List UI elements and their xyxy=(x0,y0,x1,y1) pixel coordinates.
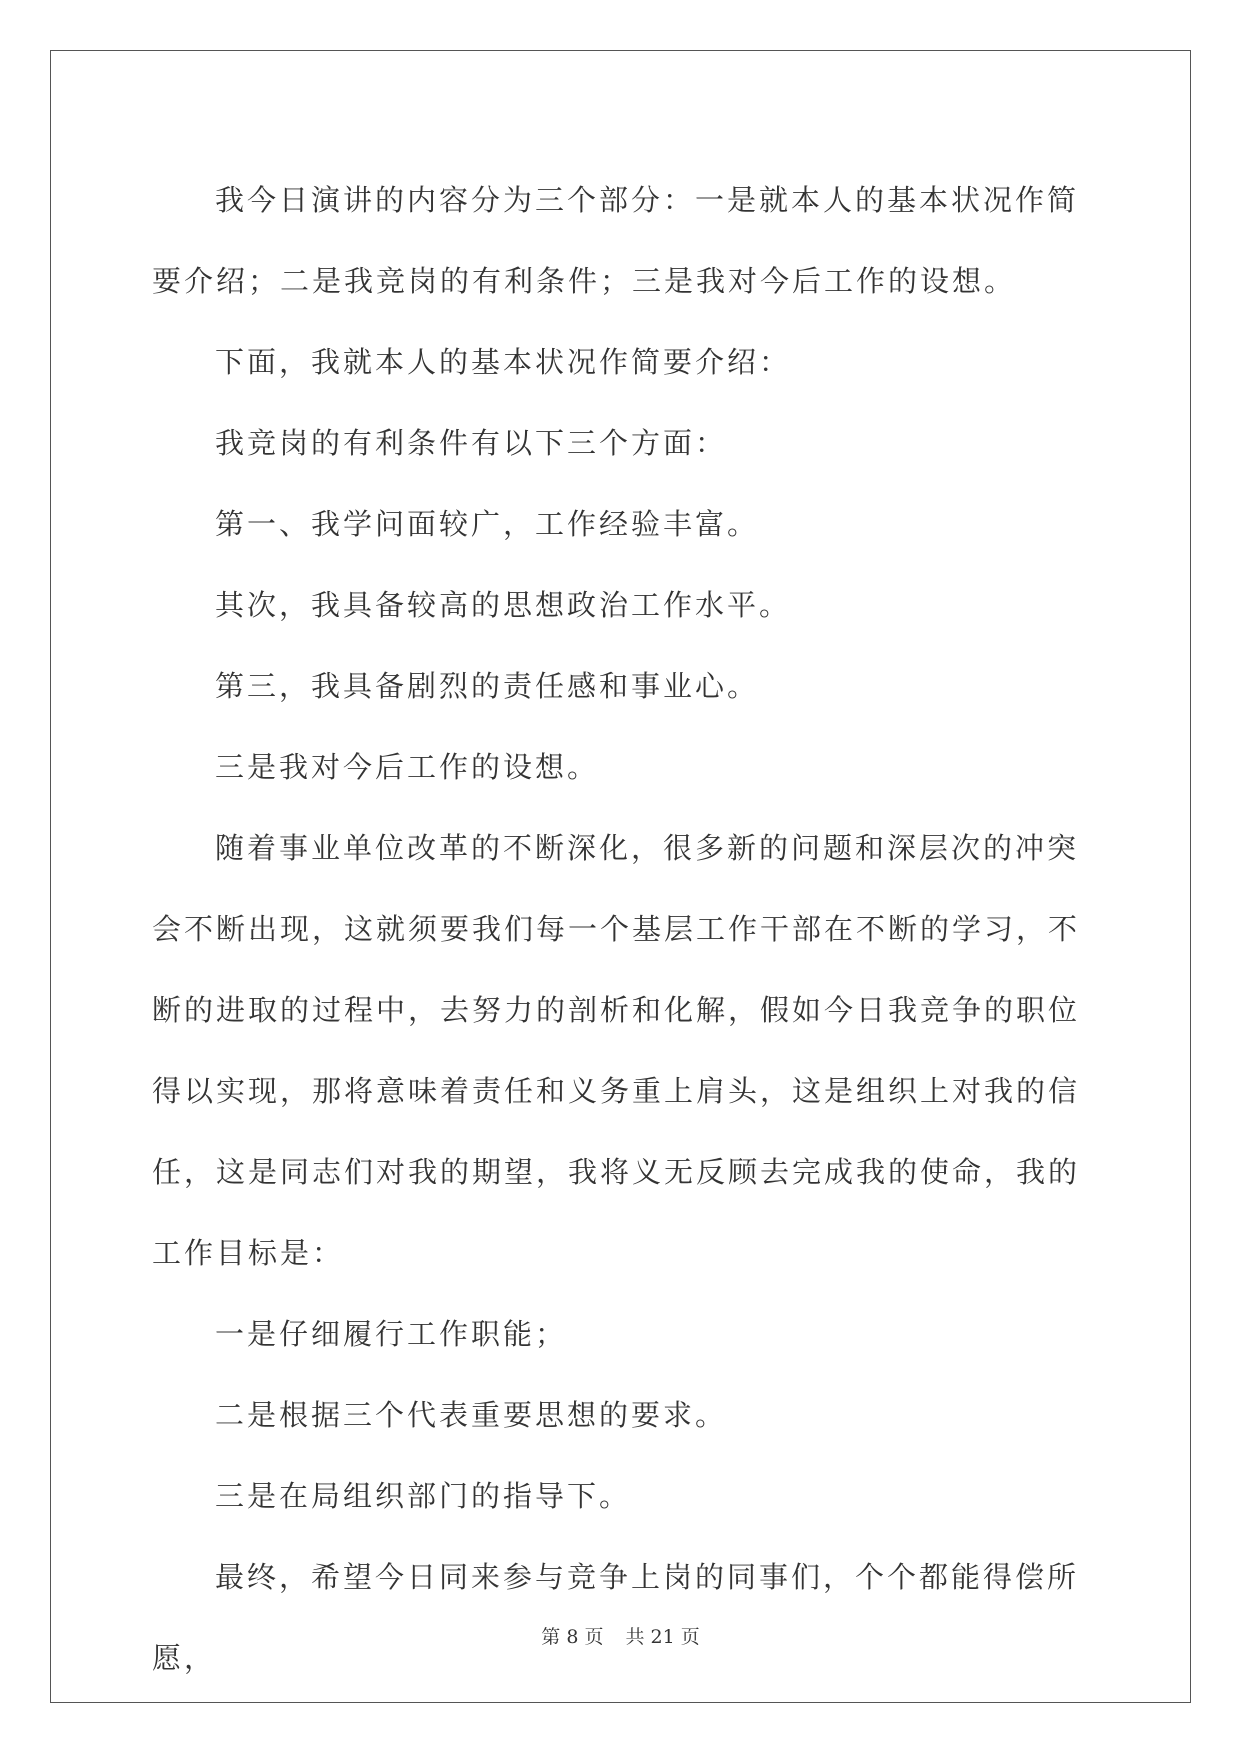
paragraph: 一是仔细履行工作职能； xyxy=(215,1317,568,1351)
paragraph: 三是在局组织部门的指导下。 xyxy=(215,1479,632,1513)
paragraph: 我竞岗的有利条件有以下三个方面： xyxy=(215,426,728,460)
paragraph: 二是根据三个代表重要思想的要求。 xyxy=(215,1398,728,1432)
page-number-total: 共 21 页 xyxy=(625,1626,700,1648)
paragraph: 第三，我具备剧烈的责任感和事业心。 xyxy=(215,669,760,703)
page-footer xyxy=(0,1622,1241,1649)
paragraph: 三是我对今后工作的设想。 xyxy=(215,750,600,784)
paragraph: 随着事业单位改革的不断深化，很多新的问题和深层次的冲突会不断出现，这就须要我们每一个基层工作干部在不断的学习，不断的进取的过程中，去努力的剖析和化解，假如今日我竞争的职位得以实现，那将意味着责任和义务重上肩头，这是组织上对我的信任，这是同志们对我的期望，我将义无反顾去完成我的使命，我的工作目标是： xyxy=(152,831,1081,1270)
document-body xyxy=(152,160,1092,1699)
paragraph: 第一、我学问面较广，工作经验丰富。 xyxy=(215,507,760,541)
paragraph: 最终，希望今日同来参与竞争上岗的同事们，个个都能得偿所愿， xyxy=(152,1560,1080,1675)
paragraph: 我今日演讲的内容分为三个部分：一是就本人的基本状况作简要介绍；二是我竞岗的有利条件；三是我对今后工作的设想。 xyxy=(152,183,1080,298)
page-number-current: 第 8 页 xyxy=(541,1626,604,1648)
paragraph: 下面，我就本人的基本状况作简要介绍： xyxy=(215,345,792,379)
paragraph: 其次，我具备较高的思想政治工作水平。 xyxy=(215,588,792,622)
